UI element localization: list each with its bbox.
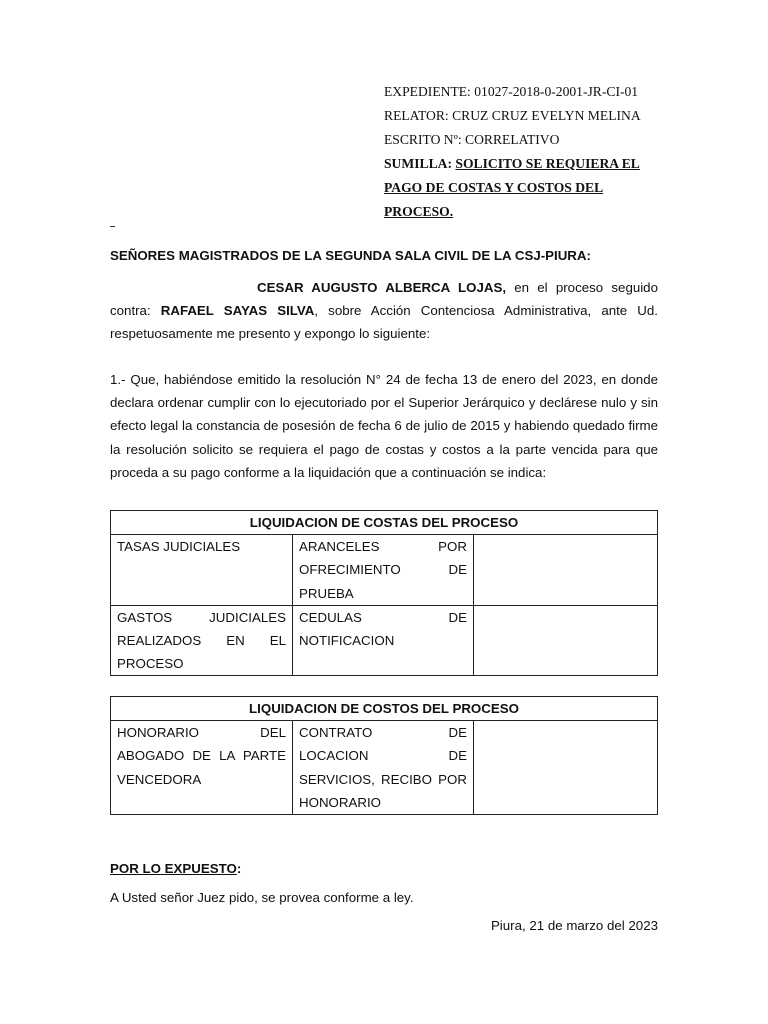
- costos-table-title: LIQUIDACION DE COSTOS DEL PROCESO: [111, 697, 658, 721]
- summary-text-2: PAGO DE COSTAS Y COSTOS DEL: [384, 180, 604, 195]
- costos-table: [110, 696, 658, 815]
- table-row: [111, 721, 658, 815]
- summary-text-3: PROCESO.: [384, 204, 454, 219]
- writ-number: ESCRITO Nº: CORRELATIVO: [384, 132, 560, 147]
- costas-table: [110, 510, 658, 676]
- point-1-paragraph: 1.- Que, habiéndose emitido la resolución N° 24 de fecha 13 de enero del 2023, en donde declara ordenar cumplir con lo ejecutoriado por el Superior Jerárquico y declárese nulo y sin efecto legal la constancia de posesión de fecha 6 de julio de 2015 y habiendo quedado firme la resolución solicito se requiera el pago de costas y costos a la parte vencida para que proceda a su pago conforme a la liquidación que a continuación se indica:: [110, 372, 658, 480]
- summary-text-1: SOLICITO SE REQUIERA EL: [455, 156, 640, 171]
- intro-text-2: , sobre Acción Contenciosa Administrativa, ante Ud. respetuosamente me presento y expongo lo siguiente:: [110, 303, 658, 342]
- margin-mark: [110, 226, 115, 227]
- closing-heading-colon: :: [236, 861, 242, 876]
- detail-cell: CEDULAS DE NOTIFICACION: [293, 605, 474, 676]
- place-date: Piura, 21 de marzo del 2023: [490, 918, 658, 933]
- detail-cell: CONTRATO DE LOCACION DE SERVICIOS, RECIBO POR HONORARIO: [293, 721, 474, 815]
- amount-cell: [474, 721, 658, 815]
- detail-cell: ARANCELES POR OFRECIMIENTO DE PRUEBA: [293, 535, 474, 606]
- case-number: EXPEDIENTE: 01027-2018-0-2001-JR-CI-01: [384, 84, 639, 99]
- case-header: [384, 80, 674, 224]
- costas-table-title: LIQUIDACION DE COSTAS DEL PROCESO: [111, 511, 658, 535]
- summary-label: SUMILLA:: [384, 156, 452, 171]
- concept-cell: GASTOS JUDICIALES REALIZADOS EN EL PROCESO: [111, 605, 293, 676]
- summary-line-2: [384, 176, 674, 200]
- concept-cell: HONORARIO DEL ABOGADO DE LA PARTE VENCEDORA: [111, 721, 293, 815]
- intro-paragraph: [110, 276, 658, 346]
- defendant-name: RAFAEL SAYAS SILVA: [160, 303, 315, 319]
- closing-heading-text: POR LO EXPUESTO: [110, 861, 237, 876]
- amount-cell: [474, 605, 658, 676]
- plaintiff-name: CESAR AUGUSTO ALBERCA LOJAS,: [257, 280, 507, 295]
- closing-request: A Usted señor Juez pido, se provea conforme a ley.: [110, 890, 414, 905]
- summary-line-1: [384, 152, 674, 176]
- table-row: [111, 535, 658, 606]
- amount-cell: [474, 535, 658, 606]
- concept-cell: TASAS JUDICIALES: [111, 535, 293, 606]
- rapporteur: RELATOR: CRUZ CRUZ EVELYN MELINA: [384, 108, 641, 123]
- intro-text-1: en el proceso seguido contra:: [110, 280, 658, 319]
- summary-line-3: [384, 200, 674, 224]
- table-row: [111, 605, 658, 676]
- closing-heading: [110, 858, 241, 880]
- addressee-heading: SEÑORES MAGISTRADOS DE LA SEGUNDA SALA CIVIL DE LA CSJ-PIURA:: [110, 248, 591, 263]
